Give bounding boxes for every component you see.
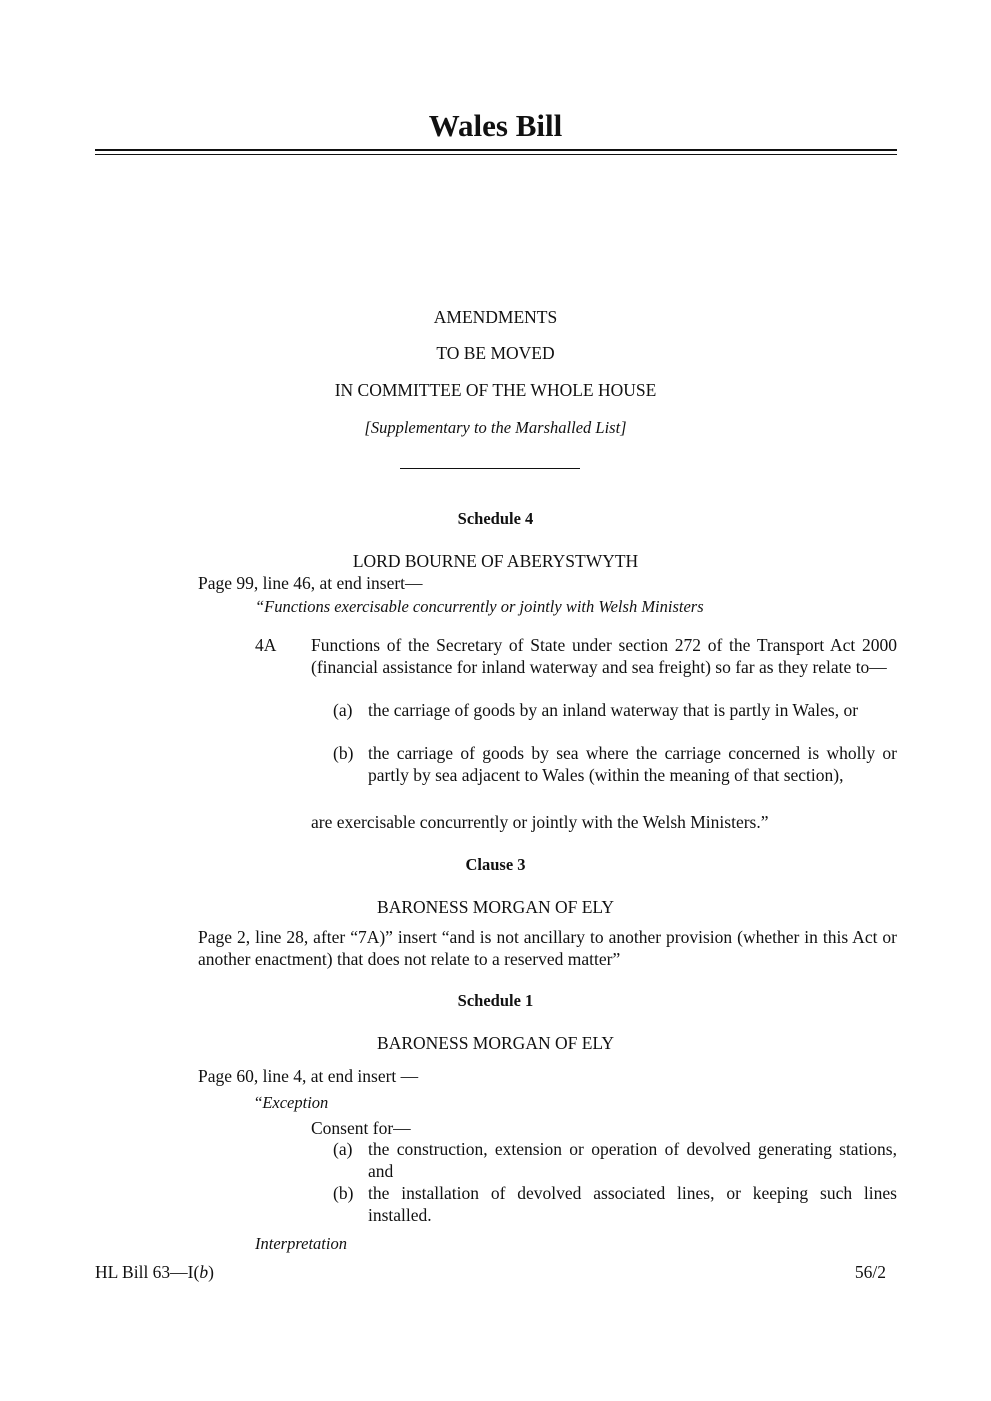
quote-mark: “ bbox=[255, 1093, 263, 1112]
inserted-heading: “Functions exercisable concurrently or jointly with Welsh Ministers bbox=[255, 597, 704, 616]
bill-ref-suffix: ) bbox=[208, 1262, 214, 1282]
amendment-instruction: Page 2, line 28, after “7A)” insert “and is not ancillary to another provision (whether in this Act or another enactment) that does not relate to a reserved matter” bbox=[198, 927, 897, 969]
lead-text: Consent for— bbox=[311, 1118, 411, 1138]
paragraph-text: Functions of the Secretary of State under section 272 of the Transport Act 2000 (financial assistance for inland waterway and sea freight) so far as they relate to— bbox=[311, 635, 897, 677]
bill-reference bbox=[95, 1262, 214, 1284]
bill-ref-italic: b bbox=[199, 1262, 209, 1282]
closing-text: are exercisable concurrently or jointly with the Welsh Ministers.” bbox=[311, 812, 769, 832]
inserted-heading: Interpretation bbox=[255, 1234, 347, 1253]
item-text: the construction, extension or operation of devolved generating stations, and bbox=[368, 1139, 897, 1181]
section-heading: Clause 3 bbox=[465, 855, 526, 874]
document-title: Wales Bill bbox=[428, 108, 563, 143]
divider bbox=[400, 468, 580, 469]
section-heading: Schedule 1 bbox=[457, 991, 534, 1010]
cover-line-3: IN COMMITTEE OF THE WHOLE HOUSE bbox=[334, 380, 657, 400]
amendment-instruction: Page 99, line 46, at end insert— bbox=[198, 573, 423, 593]
title-rule-top bbox=[95, 149, 897, 151]
amendment-instruction: Page 60, line 4, at end insert — bbox=[198, 1066, 419, 1086]
page-reference: 56/2 bbox=[854, 1262, 886, 1282]
heading-text: Exception bbox=[262, 1093, 329, 1112]
cover-note: [Supplementary to the Marshalled List] bbox=[364, 418, 627, 437]
cover-line-2: TO BE MOVED bbox=[436, 343, 555, 363]
mover-name: BARONESS MORGAN OF ELY bbox=[377, 1033, 614, 1053]
item-label: (a) bbox=[333, 1139, 353, 1159]
mover-name: BARONESS MORGAN OF ELY bbox=[377, 897, 614, 917]
paragraph-number: 4A bbox=[255, 635, 277, 655]
mover-name: LORD BOURNE OF ABERYSTWYTH bbox=[352, 551, 639, 571]
item-label: (b) bbox=[333, 1183, 354, 1203]
item-text: the carriage of goods by an inland waterway that is partly in Wales, or bbox=[368, 700, 859, 720]
cover-line-1: AMENDMENTS bbox=[433, 307, 558, 327]
item-label: (b) bbox=[333, 743, 354, 763]
inserted-heading bbox=[255, 1092, 328, 1114]
item-label: (a) bbox=[333, 700, 353, 720]
title-rule-bottom bbox=[95, 154, 897, 155]
section-heading: Schedule 4 bbox=[457, 509, 534, 528]
item-text: the carriage of goods by sea where the carriage concerned is wholly or partly by sea adjacent to Wales (within the meaning of that section), bbox=[368, 743, 897, 785]
bill-ref-prefix: HL Bill 63—I( bbox=[95, 1262, 200, 1282]
item-text: the installation of devolved associated lines, or keeping such lines installed. bbox=[368, 1183, 897, 1225]
